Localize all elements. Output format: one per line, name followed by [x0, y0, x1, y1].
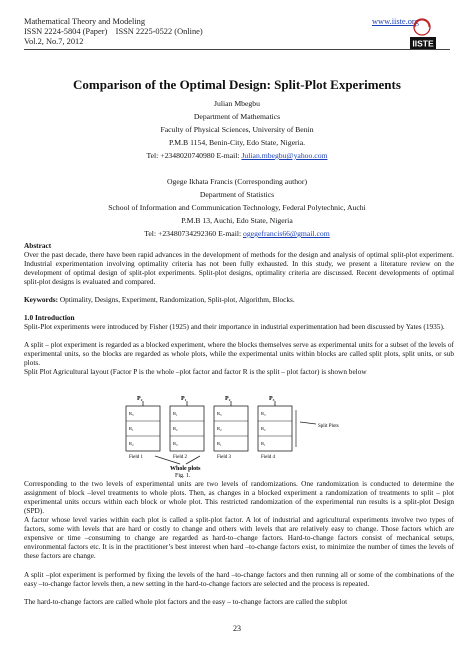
author2-email-link[interactable]: ogegefrancis66@gmail.com: [243, 229, 330, 238]
field-4-factor-label: P₃: [269, 396, 275, 402]
author1-address: P.M.B 1154, Benin-City, Edo State, Nigeria.: [168, 138, 306, 147]
paragraph-split-plot-factor: A factor whose level varies within each plot is called a split-plot factor. A lot of industrial and agricultural experiments involve two types of factors, some with levels that are hard or costly to change and others with levels that are relatively easy to change. Those factors which are expensive or time –consuming to change are regarded as hard-to–change factors. Hard-to-change factors consist of mechanical setups, environmental factors etc. It is in the practitioner’s best interest when hard –to-change factors exist, to minimize the number of times the levels of these factors are change.: [24, 515, 454, 560]
field-2-row-3-label: R₃: [173, 441, 178, 446]
intro-paragraph-3: Split Plot Agricultural layout (Factor P is the whole –plot factor and factor R is the split – plot factor) is shown below: [24, 367, 367, 376]
author1-email-link[interactable]: Julian.mbegbu@yahoo.com: [241, 151, 328, 160]
author1-name: Julian Mbegbu: [214, 99, 260, 108]
journal-website-link[interactable]: www.iiste.org: [372, 17, 419, 26]
field-1-row-3-label: R₂: [129, 441, 134, 446]
keywords-line: [24, 295, 454, 304]
abstract-text: Over the past decade, there have been rapid advances in the development of methods for the design and analysis of optimal split-plot experiment. Industrial experimentation involving optimality criteria has not been fully exhausted. In this study, we present a literature review on the development of optimal design of split-plot experiments. Split-plot designs, optimality criteria are discussed. Recent developments of optimal split-plot designs is evaluated and compared.: [24, 250, 454, 286]
intro-paragraph-2: A split – plot experiment is regarded as a blocked experiment, where the blocks themselves serve as experimental units for a subset of the levels of experimental units, so the blocks are regarded as whole plots, while the experimental units within blocks are called split plots, split units, or sub plots.: [24, 340, 454, 367]
author2-contact: [0, 229, 474, 238]
author1-contact-prefix: Tel: +2348020740980 E-mail:: [146, 151, 242, 160]
field-3-factor-label: P₂: [225, 396, 231, 402]
author2-contact-prefix: Tel: +23480734292360 E-mail:: [144, 229, 244, 238]
paragraph-randomization: Corresponding to the two levels of experimental units are two levels of randomizations. One randomization is conducted to determine the assignment of block –level treatments to whole plots. Then, as changes in a blocked experiment a randomization of treatments to split – plot experimental units occurs within each block or whole plot. This restricted randomization of the experimental run results is a split-plot Design (SPD).: [24, 479, 454, 515]
figure-caption: Fig. 1.: [175, 473, 191, 478]
field-4-row-3-label: R₁: [261, 441, 266, 446]
author2-address: P.M.B 13, Auchi, Edo State, Nigeria: [181, 216, 293, 225]
paragraph-whole-plot-factors: The hard-to-change factors are called whole plot factors and the easy – to-change factors are called the subplot: [24, 597, 348, 606]
header-divider: [24, 49, 450, 50]
field-3-row-1-label: R₃: [217, 411, 222, 416]
field-4-row-1-label: R₃: [261, 411, 266, 416]
field-1-name: Field 1: [129, 455, 144, 460]
field-1-row-1-label: R₃: [129, 411, 134, 416]
field-2-name: Field 2: [173, 455, 188, 460]
split-plot-layout-figure: [120, 392, 350, 478]
field-3-row-2-label: R₂: [217, 426, 222, 431]
section-heading-introduction: 1.0 Introduction: [24, 313, 75, 322]
author2-department: Department of Statistics: [199, 190, 275, 199]
keywords-list: Optimality, Designs, Experiment, Randomization, Split-plot, Algorithm, Blocks.: [58, 295, 295, 304]
split-plots-arrow: [300, 422, 316, 424]
field-1-row-2-label: R₁: [129, 426, 134, 431]
field-4-name: Field 4: [261, 455, 276, 460]
abstract-heading: Abstract: [24, 241, 52, 250]
keywords-label: Keywords:: [24, 295, 59, 304]
whole-plot-arrow-2: [186, 456, 200, 464]
paper-title: Comparison of the Optimal Design: Split-Plot Experiments: [73, 77, 401, 92]
field-2-row-1-label: R₁: [173, 411, 178, 416]
field-3-name: Field 3: [217, 455, 232, 460]
field-2-factor-label: P₁: [181, 396, 187, 402]
field-4-row-2-label: R₂: [261, 426, 266, 431]
author1-faculty: Faculty of Physical Sciences, University of Benin: [160, 125, 314, 134]
iiste-logo: [396, 16, 442, 56]
split-plots-label: Split Plots: [318, 424, 339, 429]
paragraph-procedure: A split –plot experiment is performed by fixing the levels of the hard –to-change factors and then running all or some of the combinations of the easy –to-change factor levels then, a new setting in the hard-to-change factors are selected and the process is repeated.: [24, 570, 454, 588]
field-2-row-2-label: R₂: [173, 426, 178, 431]
field-1-factor-label: P₂: [137, 396, 143, 402]
author1-department: Department of Mathematics: [193, 112, 281, 121]
intro-paragraph-1: Split-Plot experiments were introduced by Fisher (1925) and their importance in industrial experimentation had been discussed by Yates (1935).: [24, 322, 445, 331]
issn-line: ISSN 2224-5804 (Paper) ISSN 2225-0522 (Online): [24, 27, 203, 36]
field-3-row-3-label: R₁: [217, 441, 222, 446]
page-number: 23: [233, 624, 241, 633]
journal-name: Mathematical Theory and Modeling: [24, 17, 146, 26]
logo-text: IISTE: [412, 38, 434, 49]
author1-contact: [0, 151, 474, 160]
whole-plots-label: Whole plots: [170, 466, 201, 472]
volume-line: Vol.2, No.7, 2012: [24, 37, 84, 46]
author2-school: School of Information and Communication Technology, Federal Polytechnic, Auchi: [108, 203, 366, 212]
author2-name: Ogege Ikhata Francis (Corresponding author): [166, 177, 308, 186]
